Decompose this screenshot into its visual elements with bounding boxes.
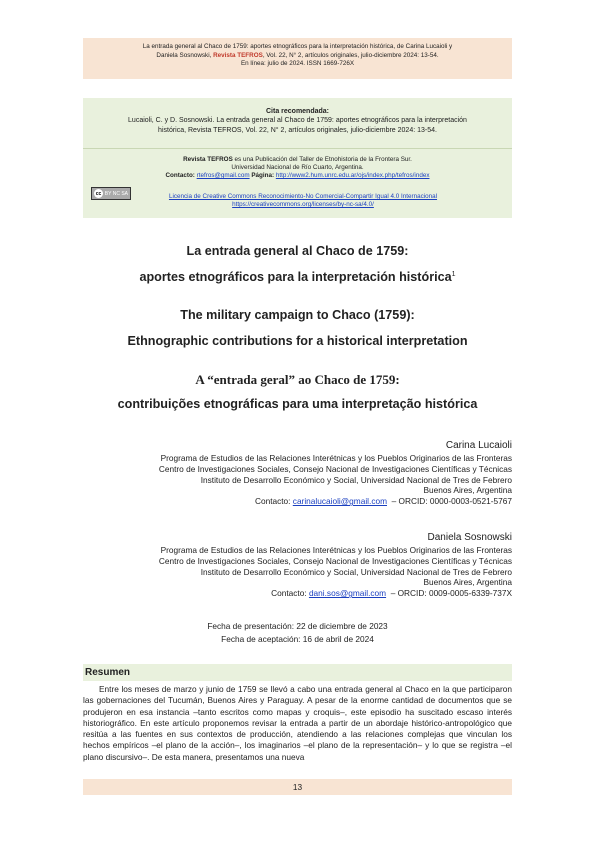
license-block bbox=[138, 193, 468, 209]
header-line-1: La entrada general al Chaco de 1759: aportes etnográficos para la interpretación histórica, de Carina Lucaioli y bbox=[142, 43, 453, 50]
publication-line-2: Universidad Nacional de Río Cuarto, Argentina. bbox=[231, 164, 364, 172]
author-name: Daniela Sosnowski bbox=[427, 532, 512, 543]
cc-icon: cc bbox=[95, 190, 102, 197]
page-number: 13 bbox=[83, 779, 512, 795]
author-email-link[interactable]: carinalucaioli@gmail.com bbox=[292, 496, 387, 507]
publication-line-1 bbox=[83, 156, 512, 164]
recommended-citation bbox=[83, 98, 512, 148]
author-contact bbox=[52, 496, 512, 507]
citation-heading: Cita recomendada: bbox=[265, 108, 330, 115]
affiliation-line: Programa de Estudios de las Relaciones Interétnicas y los Pueblos Originarios de las Fronteras bbox=[160, 545, 512, 555]
title-es-line-2 bbox=[83, 270, 512, 284]
cc-license-badge[interactable] bbox=[91, 187, 131, 200]
date-submitted: Fecha de presentación: 22 de diciembre de 2023 bbox=[207, 621, 388, 631]
title-es-text: aportes etnográficos para la interpretación histórica bbox=[139, 270, 452, 284]
header-journal-name: Revista TEFROS bbox=[213, 51, 263, 59]
citation-line-1: Lucaioli, C. y D. Sosnowski. La entrada general al Chaco de 1759: aportes etnográficos para la interpretación bbox=[128, 117, 467, 125]
journal-header bbox=[83, 38, 512, 79]
affiliation-line: Buenos Aires, Argentina bbox=[423, 485, 512, 496]
affiliation-line: Instituto de Desarrollo Económico y Social, Universidad Nacional de Tres de Febrero bbox=[200, 474, 512, 485]
author-contact bbox=[52, 588, 512, 599]
abstract-text: Entre los meses de marzo y junio de 1759 se llevó a cabo una entrada general al Chaco en la que participaron las gobernaciones del Tucumán, Buenos Aires y Paraguay. A pesar de la enorme cantidad de documentos que se produjeron en esa instancia –tanto escritos como mapas y croquis–, este episodio ha suscitado escaso interés historiográfico. En este artículo proponemos revisar la entrada a partir de un abordaje histórico-antropológico que resitúa a las fuentes en sus contextos de producción, atendiendo a las relaciones complejas que vinculan los hechos empíricos –el plano de la acción–, los imaginarios –el plano de la representación– y lo que se registra –el plano discursivo–. De esta manera, presentamos una nueva bbox=[83, 684, 512, 762]
header-line-3: En línea: julio de 2024. ISSN 1669-726X bbox=[240, 60, 355, 68]
contact-label: Contacto: bbox=[271, 588, 309, 599]
title-es-line-1: La entrada general al Chaco de 1759: bbox=[186, 244, 409, 258]
license-text-link[interactable]: Licencia de Creative Commons Reconocimiento-No Comercial-Compartir Igual 4.0 Internacional bbox=[168, 193, 438, 200]
footnote-marker[interactable]: 1 bbox=[451, 270, 456, 278]
abstract-heading: Resumen bbox=[83, 664, 512, 681]
title-en-line-1: The military campaign to Chaco (1759): bbox=[180, 308, 415, 322]
contact-label: Contacto: bbox=[254, 496, 293, 507]
citation-line-2: histórica, Revista TEFROS, Vol. 22, N° 2, artículos originales, julio-diciembre 2024: 13-54. bbox=[158, 126, 437, 134]
title-pt-line-1: A “entrada geral” ao Chaco de 1759: bbox=[195, 372, 400, 387]
header-line-2 bbox=[83, 52, 512, 61]
contact-email-link[interactable]: rtefros@gmail.com bbox=[196, 172, 250, 180]
affiliation-line: Centro de Investigaciones Sociales, Consejo Nacional de Investigaciones Científicas y Técnicas bbox=[158, 555, 512, 566]
header-authors: Daniela Sosnowski, bbox=[156, 51, 214, 59]
orcid: – ORCID: 0000-0003-0521-5767 bbox=[387, 496, 512, 507]
page-label: Página: bbox=[251, 172, 275, 180]
header-volume: , Vol. 22, N° 2, artículos originales, julio-diciembre 2024: 13-54. bbox=[262, 51, 439, 59]
author-name: Carina Lucaioli bbox=[445, 440, 512, 451]
affiliation-line: Instituto de Desarrollo Económico y Social, Universidad Nacional de Tres de Febrero bbox=[200, 566, 512, 577]
publication-desc: es una Publicación del Taller de Etnohistoria de la Frontera Sur. bbox=[232, 156, 412, 163]
affiliation-line: Centro de Investigaciones Sociales, Consejo Nacional de Investigaciones Científicas y Técnicas bbox=[158, 463, 512, 474]
publication-journal: Revista TEFROS bbox=[183, 156, 233, 163]
contact-label: Contacto: bbox=[165, 172, 195, 180]
affiliation-line: Buenos Aires, Argentina bbox=[423, 577, 512, 588]
journal-page-link[interactable]: http://www2.hum.unrc.edu.ar/ojs/index.php/tefros/index bbox=[275, 172, 430, 180]
title-en-line-2: Ethnographic contributions for a historical interpretation bbox=[127, 334, 468, 348]
affiliation-line: Programa de Estudios de las Relaciones Interétnicas y los Pueblos Originarios de las Fronteras bbox=[160, 453, 512, 463]
submission-dates bbox=[83, 620, 512, 646]
author-email-link[interactable]: dani.sos@gmail.com bbox=[308, 588, 387, 599]
title-pt-line-2: contribuições etnográficas para uma interpretação histórica bbox=[117, 397, 478, 411]
author-affiliation bbox=[52, 453, 512, 507]
cc-terms-icon: BY NC SA bbox=[104, 190, 128, 197]
orcid: – ORCID: 0009-0005-6339-737X bbox=[386, 588, 512, 599]
date-accepted: Fecha de aceptación: 16 de abril de 2024 bbox=[221, 634, 374, 644]
author-affiliation bbox=[52, 545, 512, 599]
license-url-link[interactable]: https://creativecommons.org/licenses/by-nc-sa/4.0/ bbox=[232, 201, 374, 209]
publication-contact-line bbox=[83, 172, 512, 180]
